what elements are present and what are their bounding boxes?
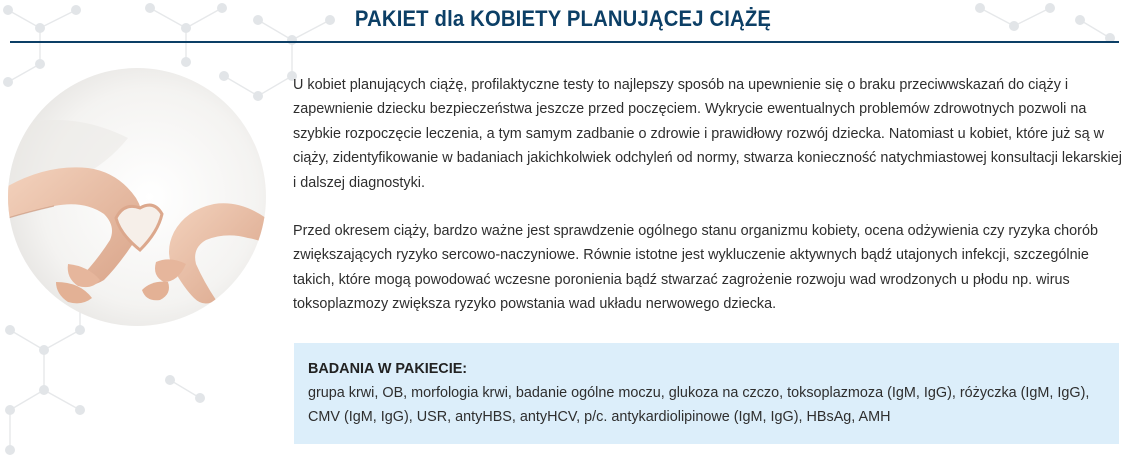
tests-list: grupa krwi, OB, morfologia krwi, badanie ogólne moczu, glukoza na czczo, toksoplazmoza (IgM, IgG), różyczka (IgM, IgG), CMV (IgM, IgG), USR, antyHBS, antyHCV, p/c. antykardiolipinowe (IgM, IgG), HBsAg, AMH bbox=[308, 385, 1090, 425]
intro-paragraph-1: U kobiet planujących ciążę, profilaktyczne testy to najlepszy sposób na upewnienie się o braku przeciwwskazań do ciąży i zapewnienie dziecku bezpieczeństwa jeszcze przed poczęciem. Wykrycie ewentualnych problemów zdrowotnych pozwoli na szybkie rozpoczęcie leczenia, a tym samym zadbanie o zdrowie i prawidłowy rozwój dziecka. Natomiast u kobiet, które już są w ciąży, zidentyfikowanie w badaniach jakichkolwiek odchyleń od normy, stwarza konieczność natychmiastowej konsultacji lekarskiej i dalszej diagnostyki. bbox=[293, 77, 1122, 191]
pregnancy-hands-heart-photo bbox=[8, 68, 266, 326]
title-divider bbox=[10, 41, 1119, 43]
tests-box-heading: BADANIA W PAKIECIE: bbox=[308, 361, 468, 377]
description-text bbox=[293, 73, 1123, 317]
intro-paragraph-2: Przed okresem ciąży, bardzo ważne jest sprawdzenie ogólnego stanu organizmu kobiety, ocena odżywienia czy ryzyka chorób zwiększających ryzyko sercowo-naczyniowe. Równie istotne jest wykluczenie aktywnych bądź utajonych infekcji, szczególnie takich, które mogą powodować wczesne poronienia bądź stwarzać zagrożenie rozwoju wad wrodzonych u płodu np. wirus toksoplazmozy zwiększa ryzyko powstania wad układu nerwowego dziecka. bbox=[293, 223, 1098, 313]
page-title: PAKIET dla KOBIETY PLANUJĄCEJ CIĄŻĘ bbox=[354, 6, 772, 31]
tests-in-package-box bbox=[294, 343, 1119, 444]
